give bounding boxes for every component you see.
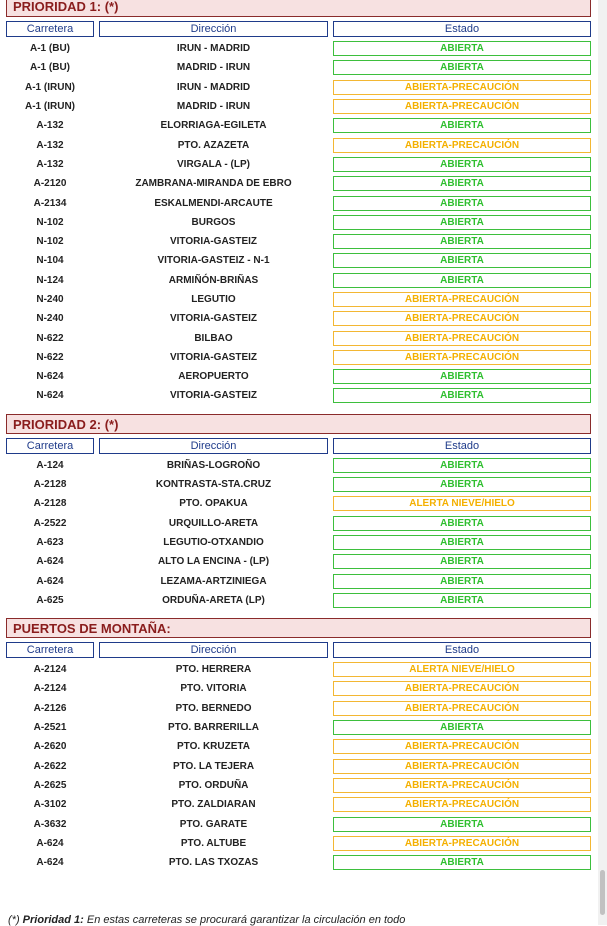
direction-cell: PTO. HERRERA <box>175 664 252 676</box>
status-badge: ABIERTA <box>333 234 591 249</box>
table-rows <box>6 39 591 406</box>
table-row <box>6 232 591 251</box>
road-cell: A-2522 <box>33 517 67 529</box>
road-status-panel <box>6 0 591 872</box>
direction-cell: URQUILLO-ARETA <box>168 517 259 529</box>
direction-cell: VIRGALA - (LP) <box>177 158 250 170</box>
direction-cell: VITORIA-GASTEIZ <box>169 313 258 325</box>
direction-cell: LEGUTIO-OTXANDIO <box>163 536 264 548</box>
direction-cell: PTO. ZALDIARAN <box>171 799 256 811</box>
road-cell: N-240 <box>36 313 64 325</box>
status-badge: ABIERTA-PRECAUCIÓN <box>333 99 591 114</box>
table-row <box>6 116 591 135</box>
direction-cell: MADRID - IRUN <box>176 101 251 113</box>
footnote-text: En estas carreteras se procurará garantizar la circulación en todo <box>83 914 406 926</box>
status-badge: ABIERTA-PRECAUCIÓN <box>333 701 591 716</box>
table-row <box>6 718 591 737</box>
road-cell: N-102 <box>36 236 64 248</box>
table-rows <box>6 660 591 872</box>
direction-cell: AEROPUERTO <box>178 371 249 383</box>
road-cell: A-1 (IRUN) <box>25 81 75 93</box>
status-badge: ABIERTA-PRECAUCIÓN <box>333 797 591 812</box>
table-row <box>6 39 591 58</box>
direction-cell: PTO. LA TEJERA <box>172 760 255 772</box>
road-cell: A-132 <box>36 139 64 151</box>
status-badge: ABIERTA <box>333 477 591 492</box>
status-badge: ABIERTA <box>333 388 591 403</box>
direction-cell: PTO. KRUZETA <box>177 741 250 753</box>
table-row <box>6 456 591 475</box>
table-row <box>6 251 591 270</box>
direction-cell: BRIÑAS-LOGROÑO <box>166 459 261 471</box>
direction-cell: VITORIA-GASTEIZ <box>169 351 258 363</box>
road-cell: N-622 <box>36 351 64 363</box>
status-badge: ABIERTA-PRECAUCIÓN <box>333 759 591 774</box>
status-badge: ABIERTA <box>333 215 591 230</box>
table-row <box>6 737 591 756</box>
table-rows <box>6 456 591 610</box>
direction-cell: IRUN - MADRID <box>176 43 251 55</box>
road-cell: A-2622 <box>33 760 67 772</box>
status-badge: ABIERTA <box>333 535 591 550</box>
header-road: Carretera <box>6 642 94 658</box>
road-cell: A-624 <box>36 857 64 869</box>
status-badge: ABIERTA <box>333 273 591 288</box>
table-row <box>6 591 591 610</box>
status-badge: ABIERTA <box>333 554 591 569</box>
direction-cell: KONTRASTA-STA.CRUZ <box>155 479 272 491</box>
road-cell: N-622 <box>36 332 64 344</box>
direction-cell: PTO. ALTUBE <box>180 837 247 849</box>
road-cell: N-102 <box>36 216 64 228</box>
direction-cell: ESKALMENDI-ARCAUTE <box>154 197 273 209</box>
road-cell: N-104 <box>36 255 64 267</box>
table-row <box>6 193 591 212</box>
status-badge: ABIERTA <box>333 458 591 473</box>
footnote-prefix: (*) <box>8 914 20 926</box>
section-gap <box>6 610 591 618</box>
table-row <box>6 290 591 309</box>
status-badge: ABIERTA <box>333 41 591 56</box>
table-row <box>6 475 591 494</box>
status-badge: ABIERTA-PRECAUCIÓN <box>333 292 591 307</box>
road-cell: A-2128 <box>33 479 67 491</box>
road-cell: N-624 <box>36 390 64 402</box>
table-row <box>6 386 591 405</box>
scrollbar-thumb[interactable] <box>600 870 605 915</box>
direction-cell: PTO. BARRERILLA <box>168 722 259 734</box>
column-headers <box>6 642 591 658</box>
status-badge: ABIERTA-PRECAUCIÓN <box>333 350 591 365</box>
status-badge: ALERTA NIEVE/HIELO <box>333 496 591 511</box>
road-cell: A-623 <box>36 536 64 548</box>
table-row <box>6 795 591 814</box>
status-badge: ABIERTA <box>333 253 591 268</box>
table-row <box>6 699 591 718</box>
road-cell: A-624 <box>36 575 64 587</box>
direction-cell: BURGOS <box>191 216 236 228</box>
direction-cell: PTO. OPAKUA <box>179 498 248 510</box>
table-row <box>6 367 591 386</box>
direction-cell: PTO. AZAZETA <box>177 139 250 151</box>
status-badge: ABIERTA <box>333 720 591 735</box>
table-row <box>6 660 591 679</box>
road-cell: A-624 <box>36 556 64 568</box>
status-badge: ALERTA NIEVE/HIELO <box>333 662 591 677</box>
road-cell: A-2124 <box>33 683 67 695</box>
table-row <box>6 776 591 795</box>
header-state: Estado <box>333 438 591 454</box>
header-state: Estado <box>333 642 591 658</box>
table-row <box>6 271 591 290</box>
table-row <box>6 514 591 533</box>
road-cell: A-2128 <box>33 498 67 510</box>
road-cell: N-240 <box>36 294 64 305</box>
status-badge: ABIERTA <box>333 593 591 608</box>
direction-cell: PTO. LAS TXOZAS <box>168 857 259 869</box>
direction-cell: VITORIA-GASTEIZ <box>169 390 258 402</box>
road-cell: A-132 <box>36 120 64 132</box>
direction-cell: MADRID - IRUN <box>176 62 251 74</box>
status-badge: ABIERTA-PRECAUCIÓN <box>333 836 591 851</box>
column-headers <box>6 438 591 454</box>
direction-cell: LEGUTIO <box>191 294 236 305</box>
direction-cell: PTO. BERNEDO <box>175 702 252 714</box>
table-row <box>6 58 591 77</box>
status-badge: ABIERTA-PRECAUCIÓN <box>333 80 591 95</box>
direction-cell: ALTO LA ENCINA - (LP) <box>157 556 270 568</box>
table-row <box>6 328 591 347</box>
header-direction: Dirección <box>99 438 328 454</box>
status-badge: ABIERTA-PRECAUCIÓN <box>333 138 591 153</box>
road-cell: A-3632 <box>33 818 67 830</box>
road-cell: A-124 <box>36 459 64 471</box>
road-cell: N-124 <box>36 274 64 286</box>
status-badge: ABIERTA-PRECAUCIÓN <box>333 739 591 754</box>
header-direction: Dirección <box>99 21 328 37</box>
direction-cell: VITORIA-GASTEIZ <box>169 236 258 248</box>
scrollbar-track[interactable] <box>598 0 607 925</box>
column-headers <box>6 21 591 37</box>
status-badge: ABIERTA <box>333 855 591 870</box>
section-title: PRIORIDAD 1: (*) <box>6 0 591 17</box>
road-cell: A-2126 <box>33 702 67 714</box>
table-row <box>6 135 591 154</box>
road-cell: N-624 <box>36 371 64 383</box>
footnote-bold: Prioridad 1: <box>22 914 84 926</box>
status-badge: ABIERTA <box>333 196 591 211</box>
table-row <box>6 571 591 590</box>
table-row <box>6 834 591 853</box>
table-row <box>6 174 591 193</box>
direction-cell: IRUN - MADRID <box>176 81 251 93</box>
header-road: Carretera <box>6 21 94 37</box>
table-row <box>6 552 591 571</box>
direction-cell: PTO. GARATE <box>179 818 248 830</box>
road-cell: A-1 (BU) <box>30 62 70 74</box>
footnote <box>8 914 598 926</box>
status-badge: ABIERTA-PRECAUCIÓN <box>333 331 591 346</box>
road-cell: A-2521 <box>33 722 67 734</box>
road-cell: A-2620 <box>33 741 67 753</box>
table-row <box>6 213 591 232</box>
road-cell: A-2120 <box>33 178 67 190</box>
road-cell: A-2625 <box>33 779 67 791</box>
status-badge: ABIERTA <box>333 118 591 133</box>
section-title: PRIORIDAD 2: (*) <box>6 414 591 434</box>
status-badge: ABIERTA <box>333 574 591 589</box>
table-row <box>6 155 591 174</box>
header-direction: Dirección <box>99 642 328 658</box>
table-row <box>6 679 591 698</box>
direction-cell: LEZAMA-ARTZINIEGA <box>160 575 267 587</box>
table-row <box>6 309 591 328</box>
road-cell: A-2134 <box>33 197 67 209</box>
direction-cell: ORDUÑA-ARETA (LP) <box>162 594 265 606</box>
section-title: PUERTOS DE MONTAÑA: <box>6 618 591 638</box>
table-row <box>6 348 591 367</box>
direction-cell: ZAMBRANA-MIRANDA DE EBRO <box>135 178 292 190</box>
header-state: Estado <box>333 21 591 37</box>
status-badge: ABIERTA-PRECAUCIÓN <box>333 311 591 326</box>
table-row <box>6 494 591 513</box>
status-badge: ABIERTA-PRECAUCIÓN <box>333 681 591 696</box>
road-cell: A-3102 <box>33 799 67 811</box>
header-road: Carretera <box>6 438 94 454</box>
status-badge: ABIERTA <box>333 516 591 531</box>
table-row <box>6 757 591 776</box>
direction-cell: ARMIÑÓN-BRIÑAS <box>168 274 259 286</box>
road-cell: A-625 <box>36 594 64 606</box>
road-cell: A-2124 <box>33 664 67 676</box>
table-row <box>6 533 591 552</box>
direction-cell: BILBAO <box>194 332 233 344</box>
section-gap <box>6 406 591 414</box>
table-row <box>6 78 591 97</box>
direction-cell: ELORRIAGA-EGILETA <box>160 120 267 132</box>
status-badge: ABIERTA-PRECAUCIÓN <box>333 778 591 793</box>
road-cell: A-1 (IRUN) <box>25 101 75 113</box>
road-cell: A-1 (BU) <box>30 43 70 55</box>
status-badge: ABIERTA <box>333 176 591 191</box>
table-row <box>6 853 591 872</box>
status-badge: ABIERTA <box>333 817 591 832</box>
road-cell: A-624 <box>36 837 64 849</box>
table-row <box>6 97 591 116</box>
status-badge: ABIERTA <box>333 369 591 384</box>
status-badge: ABIERTA <box>333 60 591 75</box>
direction-cell: PTO. VITORIA <box>180 683 247 695</box>
road-cell: A-132 <box>36 158 64 170</box>
status-badge: ABIERTA <box>333 157 591 172</box>
direction-cell: VITORIA-GASTEIZ - N-1 <box>157 255 270 267</box>
direction-cell: PTO. ORDUÑA <box>178 779 249 791</box>
table-row <box>6 814 591 833</box>
